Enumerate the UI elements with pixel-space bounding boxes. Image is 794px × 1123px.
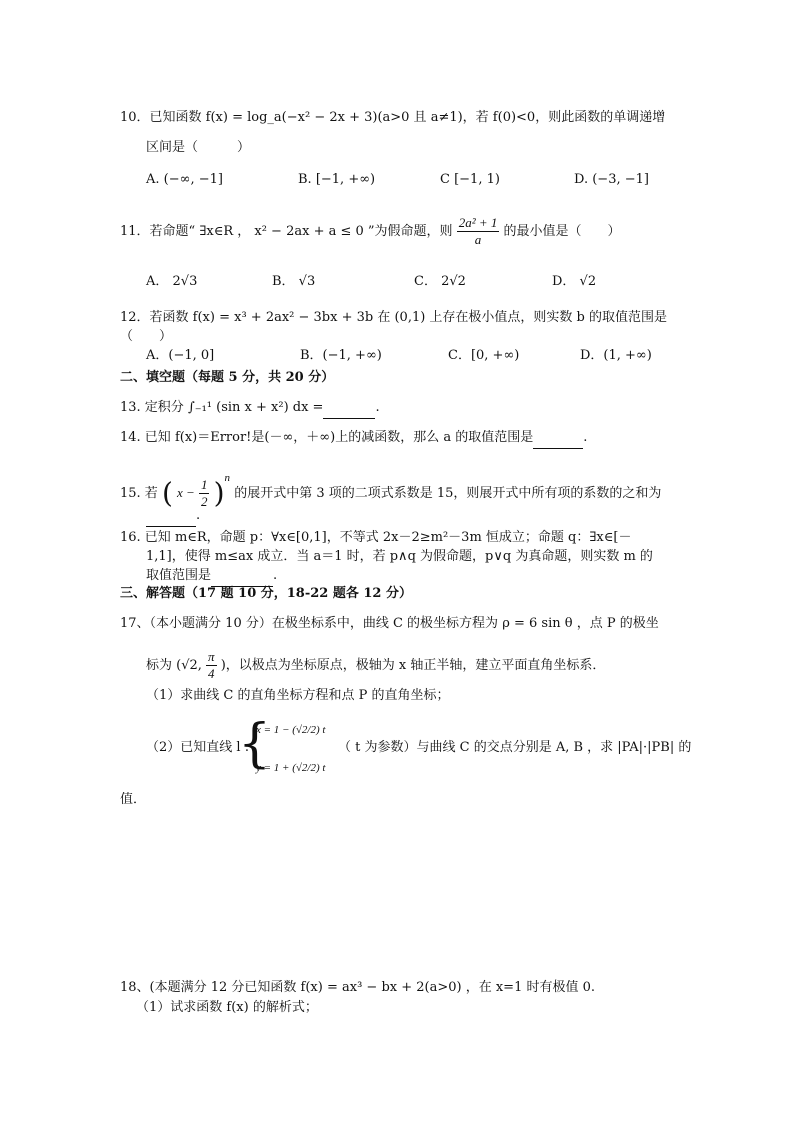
left-paren: ( — [161, 476, 173, 510]
question-15-fraction-denominator: 2 — [200, 494, 208, 509]
question-15-exponent: n — [224, 472, 231, 484]
question-16-end: . — [273, 568, 278, 583]
question-11-option-b: B． √3 — [272, 274, 316, 289]
question-14-end: . — [583, 430, 588, 445]
question-17-line2 — [146, 648, 605, 684]
question-11-option-c: C． 2√2 — [414, 274, 466, 289]
question-17-line1: 17、（本小题满分 10 分）在极坐标系中，曲线 C 的极坐标方程为 ρ = 6 sin θ ，点 P 的极坐 — [120, 616, 659, 631]
section-2-heading: 二、填空题（每题 5 分，共 20 分） — [120, 370, 335, 385]
answer-blank — [533, 428, 583, 449]
question-15-line2 — [146, 506, 200, 527]
question-16-line2: 1,1]，使得 m≤ax 成立．当 a＝1 时，若 p∧q 为假命题，p∨q 为真命题，则实数 m 的 — [146, 549, 653, 564]
question-17-system-line1: x = 1 − (√2/2) t — [256, 724, 326, 736]
question-11-fraction-denominator: a — [474, 232, 482, 247]
question-11-fraction — [457, 215, 500, 248]
question-11-option-d: D． √2 — [552, 274, 597, 289]
question-14-text: 14. 已知 f(x)＝Error!是(－∞，＋∞)上的减函数，那么 a 的取值范围是 — [120, 430, 534, 445]
right-paren: ) — [213, 476, 225, 510]
question-10-option-a: A. (−∞, −1] — [146, 172, 223, 187]
question-12-option-c: C．[0, +∞) — [448, 348, 520, 363]
question-11-suffix: 的最小值是（ ） — [503, 224, 621, 239]
question-15-suffix: 的展开式中第 3 项的二项式系数是 15，则展开式中所有项的系数的之和为 — [234, 486, 662, 501]
question-13-end: . — [375, 400, 380, 415]
question-15-end: . — [196, 508, 201, 523]
question-15-fraction — [199, 477, 210, 510]
question-10-line2: 区间是（ ） — [146, 140, 251, 155]
question-12-option-a: A．(−1, 0] — [146, 348, 215, 363]
question-13 — [120, 398, 380, 419]
question-13-text: 13. 定积分 ∫₋₁¹ (sin x + x²) dx = — [120, 400, 324, 415]
question-17-fraction-denominator: 4 — [208, 666, 215, 681]
question-16-line3-text: 取值范围是 — [146, 568, 212, 583]
answer-blank — [323, 398, 375, 419]
question-18-line1: 18、(本题满分 12 分已知函数 f(x) = ax³ − bx + 2(a>0) ，在 x=1 时有极值 0. — [120, 980, 596, 995]
question-10-option-b: B. [−1, +∞) — [298, 172, 376, 187]
question-17-sub2-end: 值． — [120, 792, 147, 807]
question-17-fraction-numerator: π — [208, 649, 215, 664]
answer-blank — [146, 506, 196, 527]
question-15-expr-left: x − — [177, 485, 195, 500]
question-17-sub2-prefix: （2）已知直线 l : — [146, 740, 250, 755]
question-17-line2-prefix: 标为 (√2, — [146, 658, 207, 673]
question-17-sub1: （1）求曲线 C 的直角坐标方程和点 P 的直角坐标； — [146, 688, 450, 703]
question-10-option-c: C [−1, 1) — [440, 172, 500, 187]
question-12-option-b: B．(−1, +∞) — [300, 348, 382, 363]
question-11-fraction-numerator: 2a² + 1 — [458, 215, 498, 230]
question-12-line2: （ ） — [120, 329, 173, 344]
question-14 — [120, 428, 587, 449]
question-15-line1 — [120, 460, 661, 512]
question-11-option-a: A． 2√3 — [146, 274, 198, 289]
question-16-line1: 16. 已知 m∈R，命题 p：∀x∈[0,1]，不等式 2x－2≥m²－3m 恒成立；命题 q：∃x∈[－ — [120, 530, 632, 545]
brace-icon: { — [238, 714, 272, 774]
question-15-fraction-numerator: 1 — [200, 477, 208, 492]
question-10-option-d: D. (−3, −1] — [574, 172, 649, 187]
question-12-line1: 12．若函数 f(x) = x³ + 2ax² − 3bx + 3b 在 (0,1) 上存在极小值点，则实数 b 的取值范围是 — [120, 310, 668, 325]
question-15-prefix: 15. 若 — [120, 486, 158, 501]
question-11-line — [120, 214, 621, 250]
question-11-prefix: 11．若命题“ ∃x∈R ， x² − 2ax + a ≤ 0 ”为假命题，则 — [120, 224, 453, 239]
question-18-sub1: （1）试求函数 f(x) 的解析式； — [136, 1000, 318, 1015]
question-17-system-line2: y = 1 + (√2/2) t — [256, 762, 326, 774]
question-17-line2-suffix: )，以极点为坐标原点，极轴为 x 轴正半轴，建立平面直角坐标系． — [220, 658, 606, 673]
question-12-option-d: D．(1, +∞) — [580, 348, 652, 363]
section-3-heading: 三、解答题（17 题 10 分，18-22 题各 12 分） — [120, 586, 413, 601]
question-17-fraction — [206, 649, 217, 682]
question-17-sub2-suffix: （ t 为参数）与曲线 C 的交点分别是 A, B ，求 |PA|·|PB| 的 — [338, 740, 692, 755]
question-10-line1: 10．已知函数 f(x) = log_a(−x² − 2x + 3)(a>0 且 a≠1)，若 f(0)<0，则此函数的单调递增 — [120, 110, 666, 125]
